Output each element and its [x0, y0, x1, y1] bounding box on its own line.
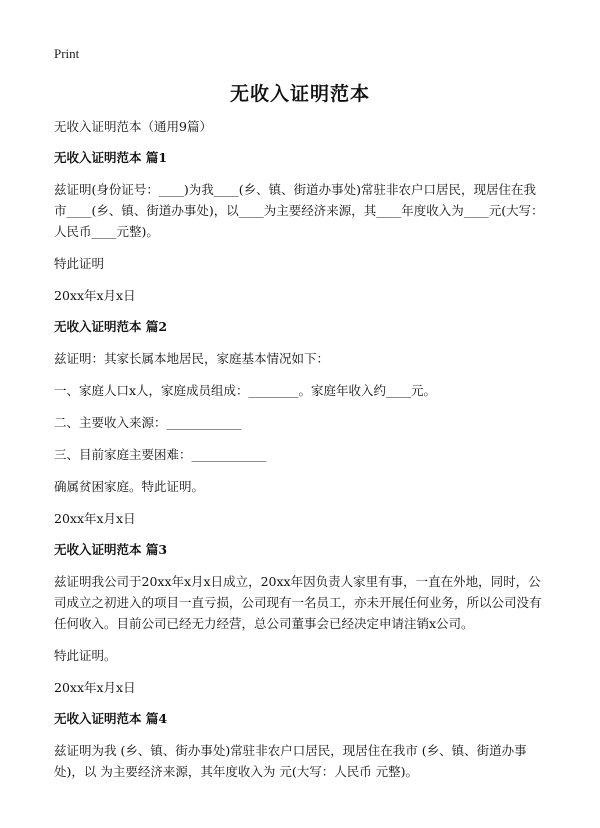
section-date: 20xx年x月x日: [54, 511, 136, 526]
section-heading: 无收入证明范本 篇1: [54, 150, 168, 165]
section-date: 20xx年x月x日: [54, 680, 136, 695]
section-paragraph: 特此证明: [54, 256, 105, 271]
document-subtitle: 无收入证明范本（通用9篇）: [54, 119, 212, 134]
section-paragraph: 兹证明：其家长属本地居民，家庭基本情况如下：: [54, 351, 330, 366]
section-paragraph: 一、家庭人口x人，家庭成员组成：________。家庭年收入约____元。: [54, 383, 437, 398]
section-paragraph: 兹证明为我 (乡、镇、街办事处)常驻非农户口居民，现居住在我市 (乡、镇、街道办事处)，以 为主要经济来源，其年度收入为 元(大写：人民币 元整)。: [54, 743, 527, 779]
print-link[interactable]: Print: [54, 46, 80, 61]
page-title: 无收入证明范本: [229, 83, 370, 105]
section-date: 20xx年x月x日: [54, 288, 136, 303]
section-paragraph: 三、目前家庭主要困难：____________: [54, 447, 267, 462]
section-paragraph: 二、主要收入来源：____________: [54, 415, 242, 430]
section-heading: 无收入证明范本 篇4: [54, 711, 168, 726]
section-paragraph: 特此证明。: [54, 648, 117, 663]
section-paragraph: 确属贫困家庭。特此证明。: [54, 479, 205, 494]
section-paragraph: 兹证明(身份证号：____)为我____(乡、镇、街道办事处)常驻非农户口居民，现居住在我市____(乡、镇、街道办事处)，以____为主要经济来源，其____年度收入为____元(大写：人民币____元整)。: [54, 182, 544, 239]
section-heading: 无收入证明范本 篇3: [54, 542, 168, 557]
document-body: [54, 116, 548, 793]
section-heading: 无收入证明范本 篇2: [54, 319, 168, 334]
section-paragraph: 兹证明我公司于20xx年x月x日成立，20xx年因负责人家里有事，一直在外地，同时，公司成立之初进入的项目一直亏损，公司现有一名员工，亦未开展任何业务，所以公司没有任何收入。目前公司已经无力经营，总公司董事会已经决定申请注销x公司。: [54, 574, 542, 631]
